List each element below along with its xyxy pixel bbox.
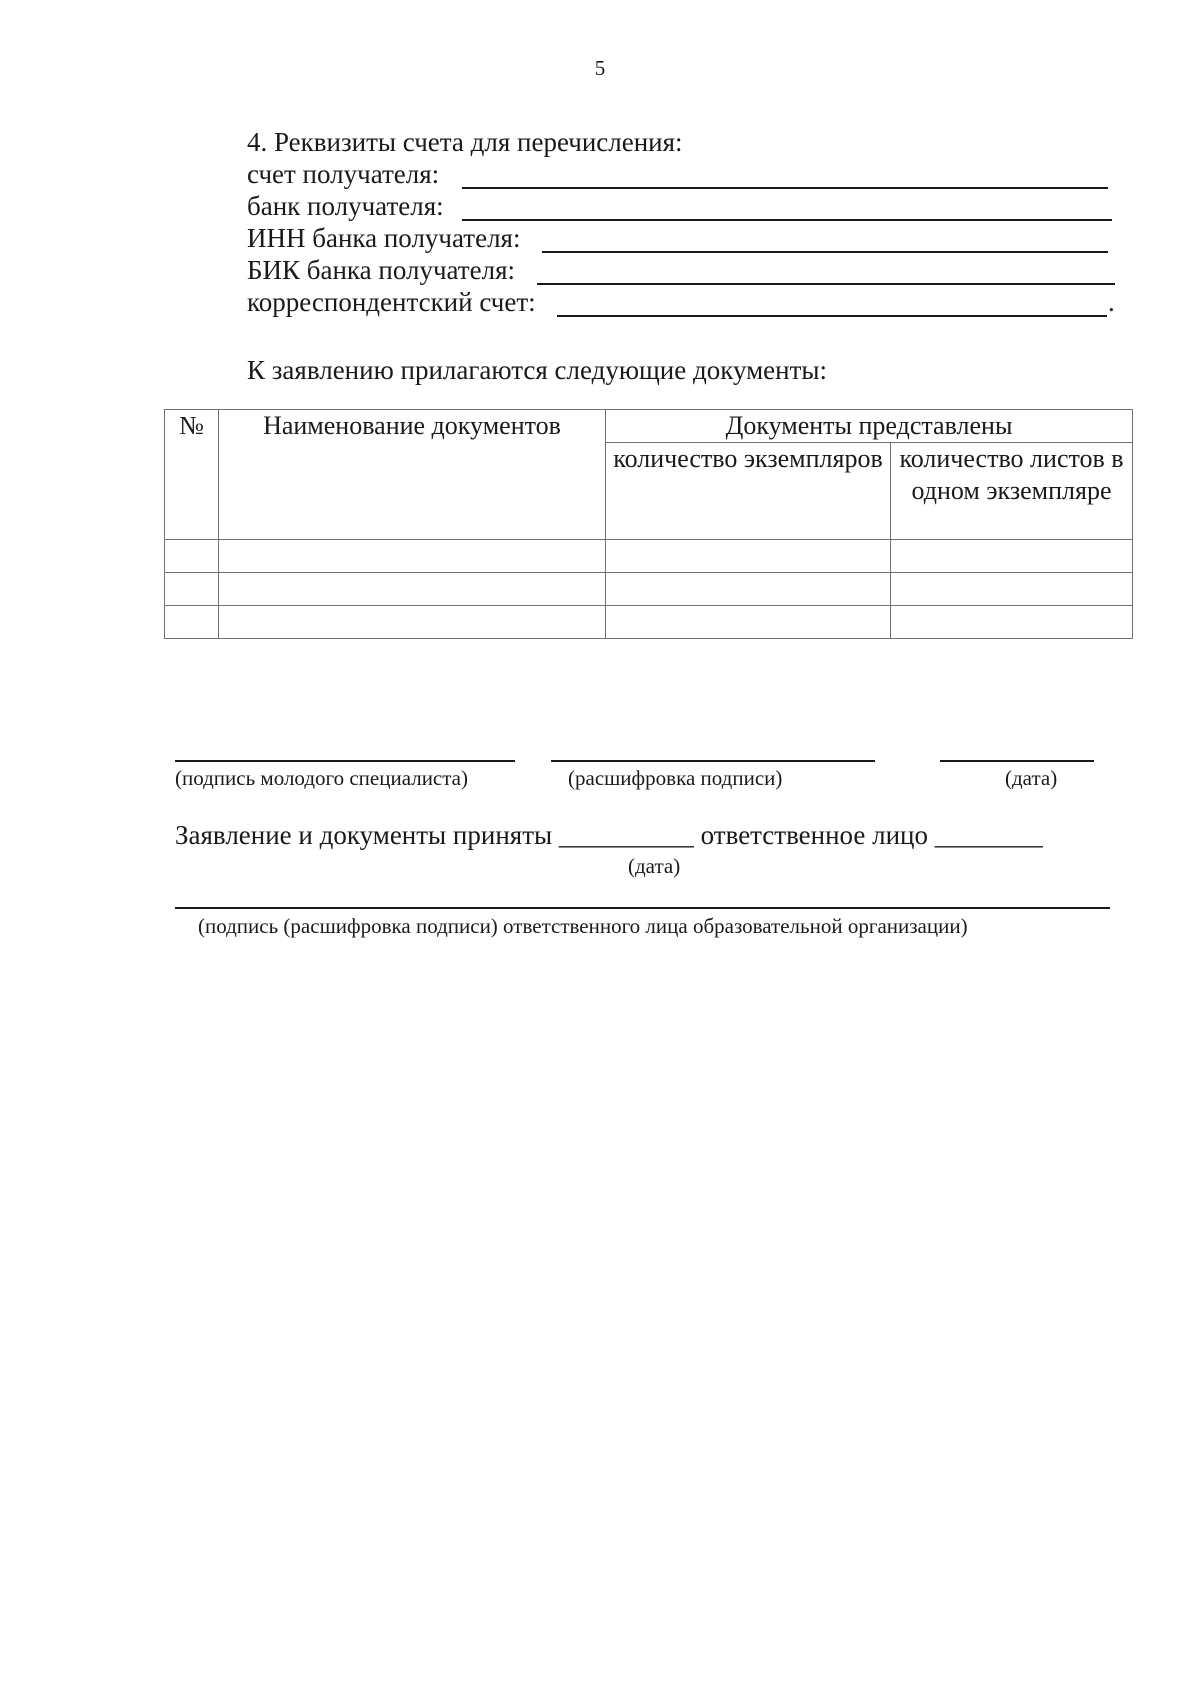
specialist-signature-caption: (подпись молодого специалиста) [175,766,468,790]
table-cell[interactable] [891,573,1133,606]
col-group-header: Документы представлены [606,410,1133,443]
signature-date-line[interactable] [940,760,1094,762]
table-cell[interactable] [165,540,219,573]
signature-decoding-caption: (расшифровка подписи) [568,766,783,790]
table-cell[interactable] [891,606,1133,639]
bank-inn-label: ИНН банка получателя: [247,223,521,253]
signature-date-caption: (дата) [1005,766,1058,790]
requisites-heading: 4. Реквизиты счета для перечисления: [247,127,683,157]
attachments-intro: К заявлению прилагаются следующие документы: [247,355,828,385]
recipient-bank-label: банк получателя: [247,191,444,221]
acceptance-date-caption: (дата) [628,854,681,878]
acceptance-date-blank[interactable]: __________ [558,820,694,850]
recipient-account-field[interactable] [462,187,1108,189]
trailing-dot: . [1108,287,1115,317]
table-cell[interactable] [219,606,606,639]
col-number-header: № [165,410,219,540]
bank-inn-field[interactable] [542,251,1108,253]
table-cell[interactable] [165,606,219,639]
recipient-account-label: счет получателя: [247,159,440,189]
table-cell[interactable] [606,606,891,639]
recipient-bank-field[interactable] [462,219,1112,221]
responsible-signature-line[interactable] [175,907,1110,909]
table-row [165,540,1133,573]
specialist-signature-line[interactable] [175,760,515,762]
page-number: 5 [594,56,606,80]
responsible-person-blank[interactable]: ________ [934,820,1043,850]
signature-decoding-line[interactable] [551,760,875,762]
col-sheets-header: количество листов в одном экземпляре [891,443,1133,540]
bank-bik-field[interactable] [537,283,1115,285]
table-cell[interactable] [606,540,891,573]
table-cell[interactable] [219,540,606,573]
documents-table [164,409,1133,639]
col-name-header: Наименование документов [219,410,606,540]
table-cell[interactable] [891,540,1133,573]
responsible-person-label: ответственное лицо [700,820,928,850]
correspondent-account-label: корреспондентский счет: [247,287,536,317]
table-row [165,606,1133,639]
responsible-signature-caption: (подпись (расшифровка подписи) ответственного лица образовательной организации) [198,914,968,938]
table-cell[interactable] [165,573,219,606]
acceptance-text: Заявление и документы приняты [175,820,553,850]
correspondent-account-field[interactable] [557,315,1107,317]
bank-bik-label: БИК банка получателя: [247,255,515,285]
table-cell[interactable] [219,573,606,606]
table-cell[interactable] [606,573,891,606]
acceptance-line [175,819,1043,851]
table-row [165,573,1133,606]
col-copies-header: количество экземпляров [606,443,891,540]
